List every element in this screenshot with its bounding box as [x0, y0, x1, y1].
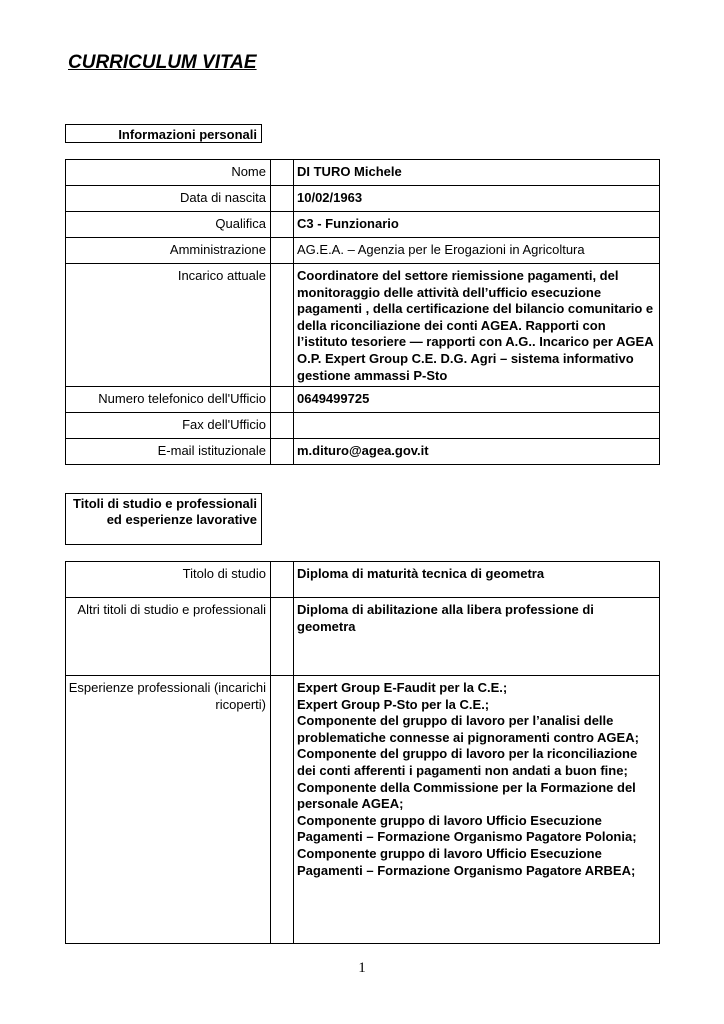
table-row [66, 264, 660, 387]
qualification-value: C3 - Funzionario [294, 212, 660, 238]
experience-line: Componente del gruppo di lavoro per la riconciliazione dei conti afferenti i pagamenti non andati a buon fine; [297, 746, 638, 778]
experience-value [294, 676, 660, 944]
row-label: E-mail istituzionale [66, 439, 271, 465]
birthdate-value: 10/02/1963 [294, 186, 660, 212]
row-label: Esperienze professionali (incarichi ricoperti) [66, 676, 271, 944]
degree-value: Diploma di maturità tecnica di geometra [294, 562, 660, 598]
experience-line: Componente della Commissione per la Formazione del personale AGEA; [297, 779, 636, 812]
row-label: Amministrazione [66, 238, 271, 264]
table-row [66, 562, 660, 598]
experience-line: Componente gruppo di lavoro Ufficio Esecuzione Pagamenti – Formazione Organismo Pagatore ARBEA; [297, 845, 636, 878]
page-number: 1 [358, 960, 366, 976]
row-label: Incarico attuale [66, 264, 271, 387]
table-row [66, 387, 660, 413]
table-row [66, 676, 660, 944]
row-label: Qualifica [66, 212, 271, 238]
administration-value: AG.E.A. – Agenzia per le Erogazioni in Agricoltura [294, 238, 660, 264]
row-label: Fax dell'Ufficio [66, 413, 271, 439]
row-label: Numero telefonico dell'Ufficio [66, 387, 271, 413]
row-label: Data di nascita [66, 186, 271, 212]
name-value: DI TURO Michele [294, 160, 660, 186]
table-row [66, 212, 660, 238]
personal-info-table [65, 159, 660, 465]
row-label: Titolo di studio [66, 562, 271, 598]
row-label: Altri titoli di studio e professionali [66, 598, 271, 676]
office-phone-value: 0649499725 [294, 387, 660, 413]
row-label: Nome [66, 160, 271, 186]
section-heading-studies: Titoli di studio e professionali ed esperienze lavorative [65, 493, 262, 545]
table-row [66, 439, 660, 465]
studies-table [65, 561, 660, 944]
table-row [66, 160, 660, 186]
office-fax-value [294, 413, 660, 439]
table-row [66, 598, 660, 676]
experience-line: Expert Group P-Sto per la C.E.; [297, 696, 490, 712]
current-assignment-value: Coordinatore del settore riemissione pagamenti, del monitoraggio delle attività dell’ufficio esecuzione pagamenti , della certificazione del bilancio comunitario e della riconciliazione dei conti AGEA. Rapporti con l’istituto tesoriere — rapporti con A.G.. Incarico per AGEA O.P. Expert Group C.E. D.G. Agri – sistema informativo gestione ammassi P-Sto [294, 264, 660, 387]
section-heading-personal: Informazioni personali [65, 124, 262, 143]
experience-line: Expert Group E-Faudit per la C.E.; [297, 680, 508, 695]
document-title: CURRICULUM VITAE [68, 52, 257, 73]
table-row [66, 413, 660, 439]
table-row [66, 238, 660, 264]
experience-line: Componente gruppo di lavoro Ufficio Esecuzione Pagamenti – Formazione Organismo Pagatore Polonia; [297, 812, 637, 845]
table-row [66, 186, 660, 212]
experience-line: Componente del gruppo di lavoro per l’analisi delle problematiche connesse ai pignoramenti contro AGEA; [297, 713, 639, 745]
email-value: m.dituro@agea.gov.it [294, 439, 660, 465]
other-degrees-value: Diploma di abilitazione alla libera professione di geometra [294, 598, 660, 676]
